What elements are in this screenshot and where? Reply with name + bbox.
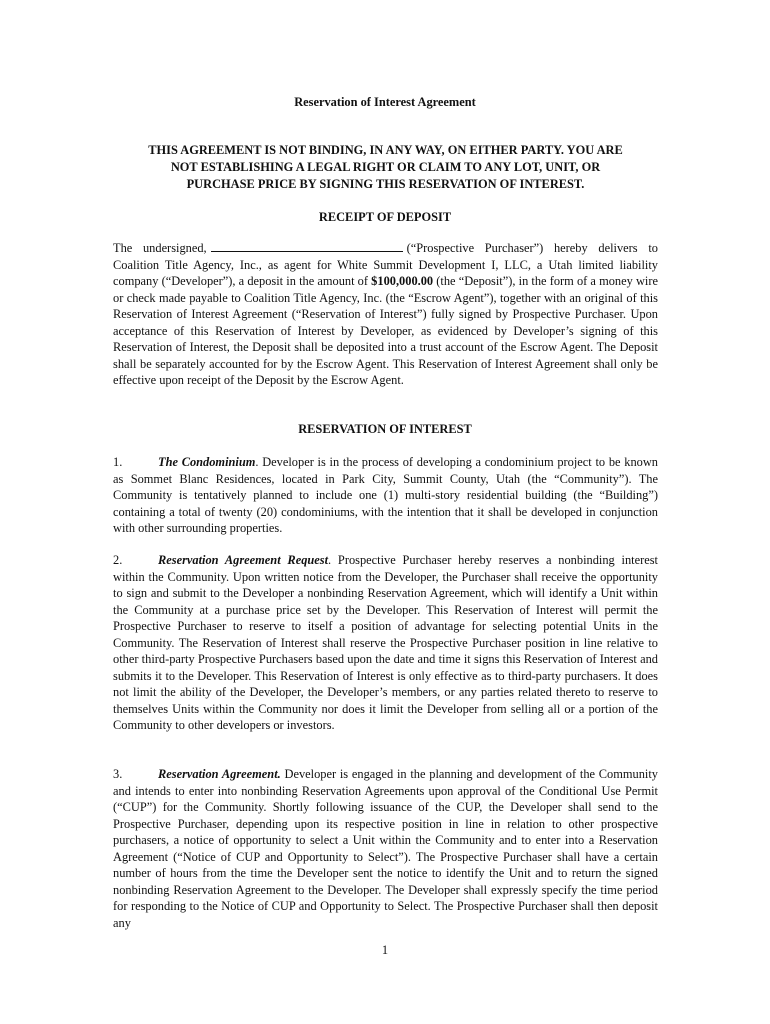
non-binding-notice bbox=[113, 142, 658, 193]
notice-line: THIS AGREEMENT IS NOT BINDING, IN ANY WAY, ON EITHER PARTY. YOU ARE bbox=[148, 143, 623, 157]
section-3 bbox=[113, 766, 658, 931]
section-title: Reservation Agreement. bbox=[158, 767, 281, 781]
receipt-body-b: (the “Deposit”), in the form of a money wire or check made payable to Coalition Title Agency, Inc. (the “Escrow Agent”), together with an original of this Reservation of Interest Agreement (“Reservation of Interest”) fully signed by Prospective Purchaser. Upon acceptance of this Reservation of Interest by Developer, as evidenced by Developer’s signing of this Reservation of Interest, the Deposit shall be deposited into a trust account of the Escrow Agent. The Deposit shall be separately accounted for by the Escrow Agent. This Reservation of Interest Agreement shall only be effective upon receipt of the Deposit by the Escrow Agent. bbox=[113, 274, 658, 387]
section-body: . Developer is in the process of developing a condominium project to be known as Sommet Blanc Residences, located in Park City, Summit County, Utah (the “Community”). The Community is tentatively planned to include one (1) multi-story residential building (the “Building”) containing a total of twenty (20) condominiums, with the intention that it shall be developed in conjunction with other surrounding properties. bbox=[113, 455, 659, 535]
notice-line: NOT ESTABLISHING A LEGAL RIGHT OR CLAIM TO ANY LOT, UNIT, OR bbox=[170, 160, 601, 174]
page-number: 1 bbox=[381, 943, 389, 957]
section-title: The Condominium bbox=[158, 455, 256, 469]
section-number: 3. bbox=[113, 767, 123, 781]
purchaser-name-blank bbox=[211, 240, 403, 252]
receipt-body-a: (“Prospective Purchaser”) hereby delivers to Coalition Title Agency, Inc., as agent for White Summit Development I, LLC, a Utah limited liability company (“Developer”), a deposit in the amount of bbox=[113, 241, 658, 288]
section-2 bbox=[113, 552, 658, 734]
document-title: Reservation of Interest Agreement bbox=[294, 95, 476, 109]
receipt-paragraph bbox=[113, 240, 658, 389]
section-body: . Prospective Purchaser hereby reserves a nonbinding interest within the Community. Upon written notice from the Developer, the Purchaser shall receive the opportunity to sign and submit to the Developer a nonbinding Reservation Agreement, which will identify a Unit within the Community at a purchase price set by the Developer. This Reservation of Interest will permit the Prospective Purchaser to reserve to itself a position of advantage for selecting potential Units in the Community. The Reservation of Interest shall reserve the Prospective Purchaser position in line relative to other third-party Prospective Purchasers based upon the date and time it signs this Reservation of Interest and submits it to the Developer. This Reservation of Interest is only effective as to third-party purchasers. It does not limit the ability of the Developer, the Developer’s members, or any parties related thereto to reserve to themselves Units within the Community nor does it limit the Developer from selling all or a portion of the Community to other developers or investors. bbox=[113, 553, 658, 732]
notice-line: PURCHASE PRICE BY SIGNING THIS RESERVATION OF INTEREST. bbox=[186, 177, 585, 191]
section-body: Developer is engaged in the planning and development of the Community and intends to enter into nonbinding Reservation Agreements upon approval of the Conditional Use Permit (“CUP”) for the Community. Shortly following issuance of the CUP, the Developer shall send to the Prospective Purchaser, depending upon its respective position in line in relation to other prospective purchasers, a notice of opportunity to select a Unit within the Community and to enter into a Reservation Agreement (“Notice of CUP and Opportunity to Select”). The Prospective Purchaser shall have a certain number of hours from the time the Developer sent the notice to identify the Unit and to return the signed nonbinding Reservation Agreement to the Developer. The Developer shall expressly specify the time period for responding to the Notice of CUP and Opportunity to Select. The Prospective Purchaser shall then deposit any bbox=[113, 767, 658, 930]
section-1 bbox=[113, 454, 658, 537]
deposit-amount: $100,000.00 bbox=[371, 274, 434, 288]
section-title: Reservation Agreement Request bbox=[158, 553, 329, 567]
section-number: 1. bbox=[113, 455, 123, 469]
receipt-lead: The undersigned, bbox=[113, 241, 207, 255]
section-number: 2. bbox=[113, 553, 123, 567]
reservation-heading: RESERVATION OF INTEREST bbox=[298, 422, 472, 436]
receipt-heading: RECEIPT OF DEPOSIT bbox=[318, 210, 452, 224]
